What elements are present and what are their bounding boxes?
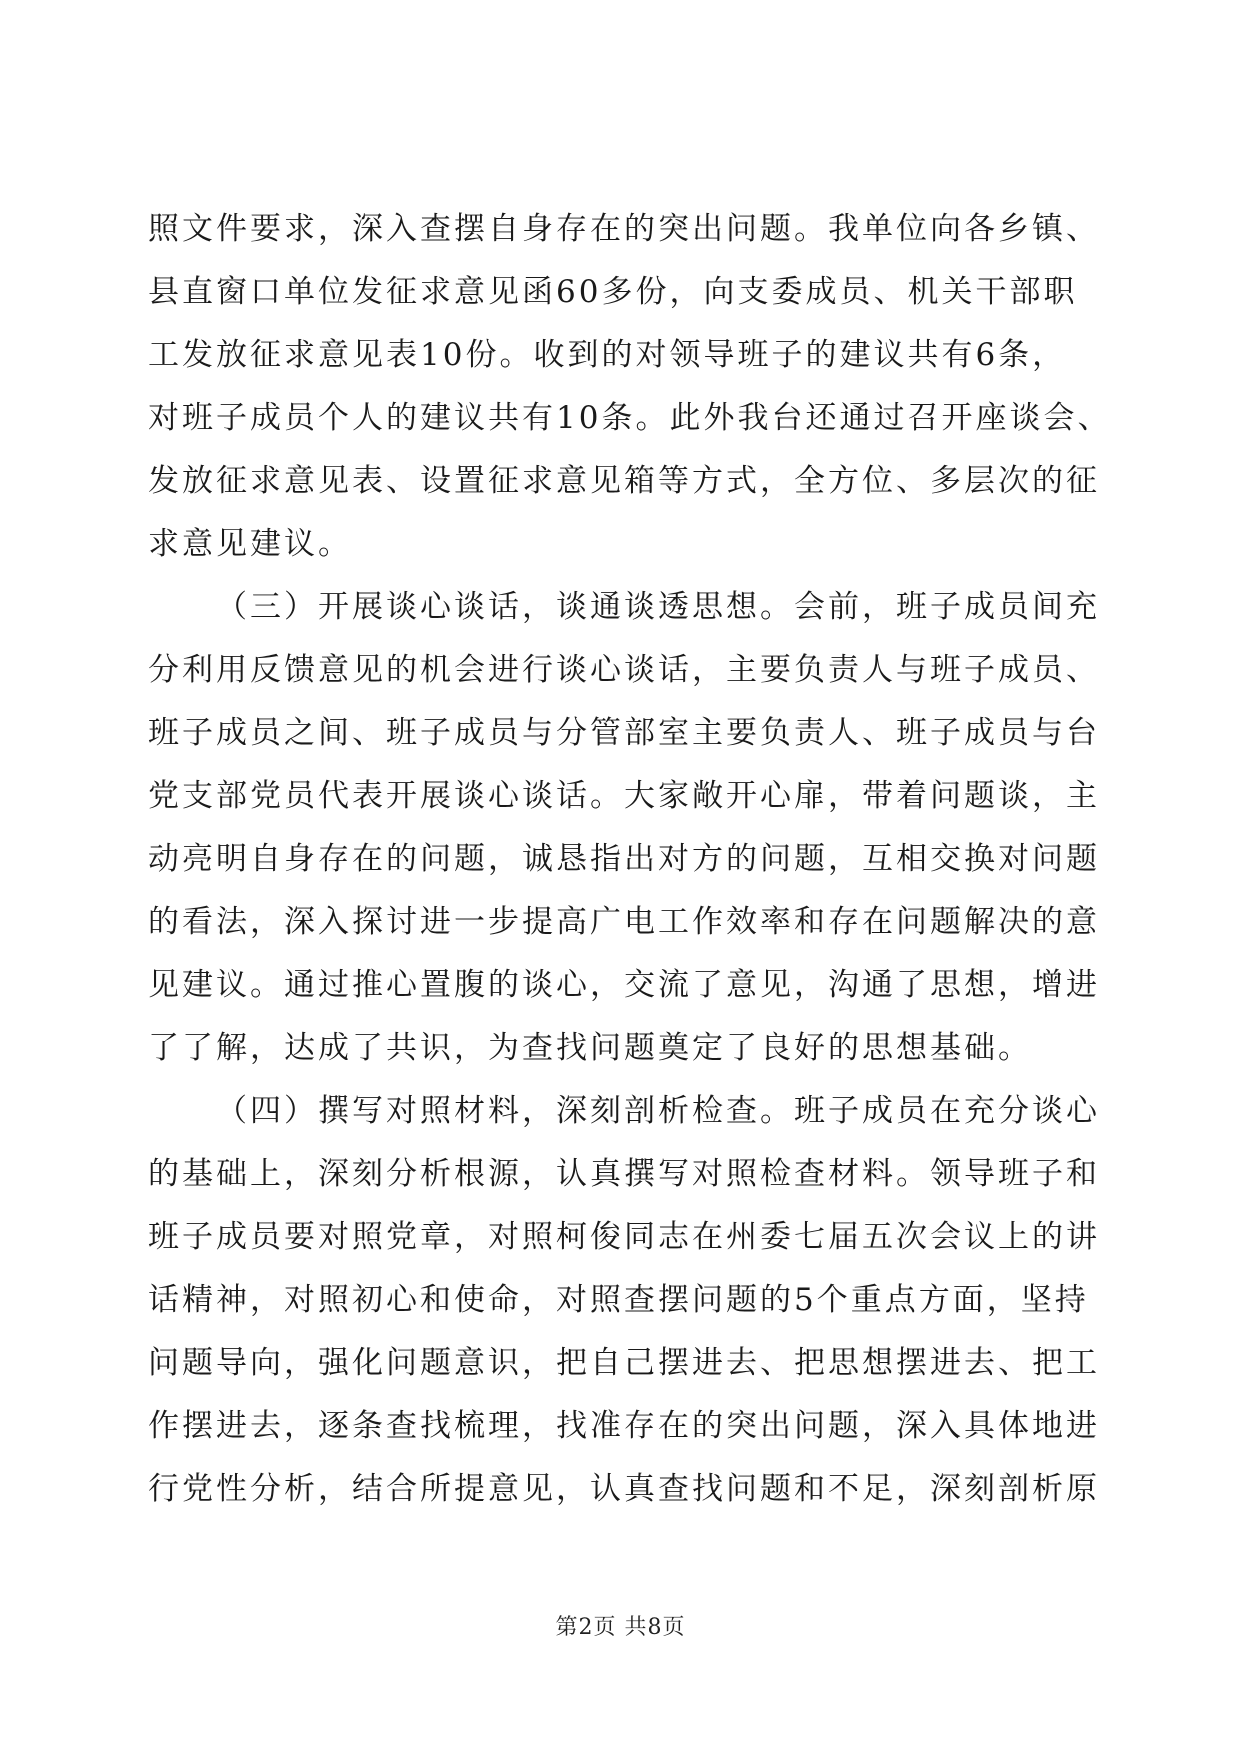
text-line: （四）撰写对照材料，深刻剖析检查。班子成员在充分谈心 [216, 1093, 1100, 1129]
text-line: （三）开展谈心谈话，谈通谈透思想。会前，班子成员间充 [216, 589, 1100, 625]
paragraph-1 [148, 198, 1112, 576]
text-line: 动亮明自身存在的问题，诚恳指出对方的问题，互相交换对问题 [148, 841, 1100, 877]
text-line: 的基础上，深刻分析根源，认真撰写对照检查材料。领导班子和 [148, 1156, 1100, 1192]
text-line: 工发放征求意见表10份。收到的对领导班子的建议共有6条， [148, 337, 1067, 373]
text-line: 见建议。通过推心置腹的谈心，交流了意见，沟通了思想，增进 [148, 967, 1100, 1003]
text-line: 班子成员之间、班子成员与分管部室主要负责人、班子成员与台 [148, 715, 1100, 751]
text-line: 党支部党员代表开展谈心谈话。大家敞开心扉，带着问题谈，主 [148, 778, 1100, 814]
text-line: 班子成员要对照党章，对照柯俊同志在州委七届五次会议上的讲 [148, 1219, 1100, 1255]
text-line: 对班子成员个人的建议共有10条。此外我台还通过召开座谈会、 [148, 400, 1112, 436]
text-line: 发放征求意见表、设置征求意见箱等方式，全方位、多层次的征 [148, 463, 1100, 499]
text-line: 县直窗口单位发征求意见函60多份，向支委成员、机关干部职 [148, 274, 1078, 310]
text-line: 求意见建议。 [148, 526, 352, 562]
text-line: 行党性分析，结合所提意见，认真查找问题和不足，深刻剖析原 [148, 1471, 1100, 1507]
text-line: 照文件要求，深入查摆自身存在的突出问题。我单位向各乡镇、 [148, 211, 1100, 247]
text-line: 话精神，对照初心和使命，对照查摆问题的5个重点方面，坚持 [148, 1282, 1089, 1318]
document-body [148, 198, 1112, 1521]
text-line: 作摆进去，逐条查找梳理，找准存在的突出问题，深入具体地进 [148, 1408, 1100, 1444]
paragraph-section-3 [148, 576, 1100, 1080]
text-line: 了了解，达成了共识，为查找问题奠定了良好的思想基础。 [148, 1030, 1032, 1066]
paragraph-section-4 [148, 1080, 1100, 1521]
page-number-footer: 第2页 共8页 [555, 1615, 686, 1640]
text-line: 分利用反馈意见的机会进行谈心谈话，主要负责人与班子成员、 [148, 652, 1100, 688]
text-line: 问题导向，强化问题意识，把自己摆进去、把思想摆进去、把工 [148, 1345, 1100, 1381]
text-line: 的看法，深入探讨进一步提高广电工作效率和存在问题解决的意 [148, 904, 1100, 940]
